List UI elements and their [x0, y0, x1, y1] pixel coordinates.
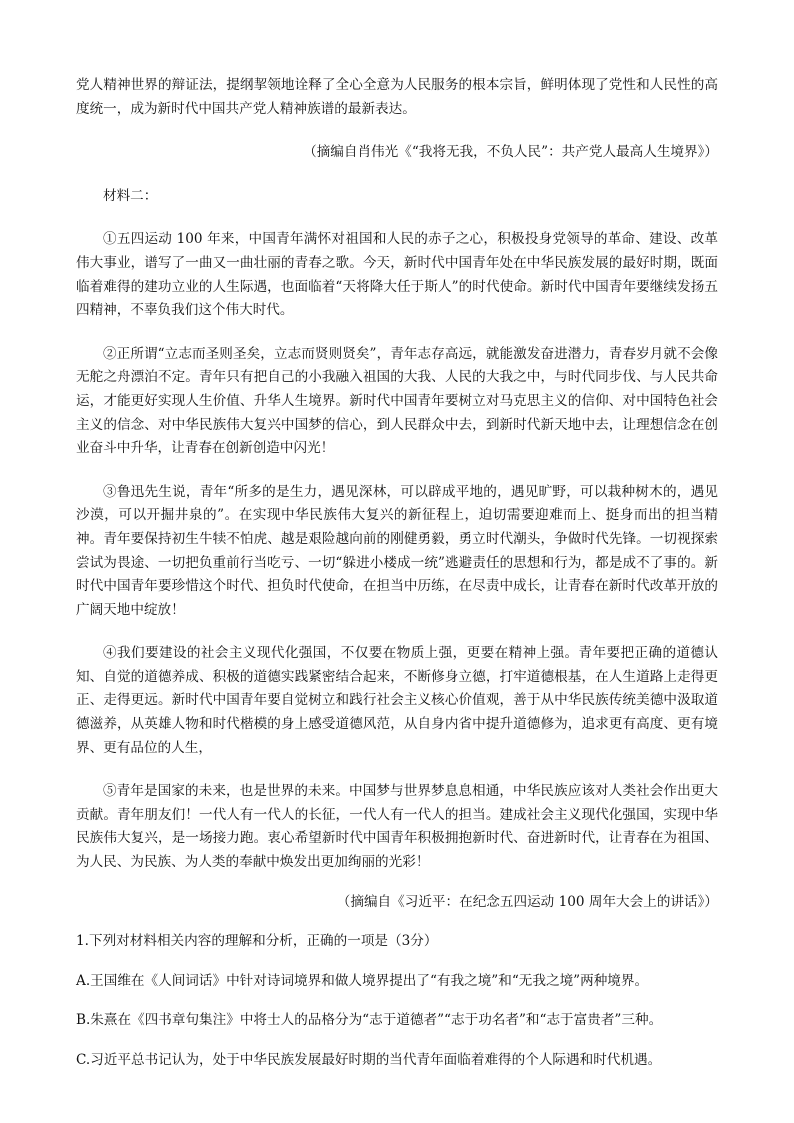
material-paragraph-3: ③鲁迅先生说，青年“所多的是生力，遇见深林，可以辟成平地的，遇见旷野，可以栽种树木的，遇见沙漠，可以开掘井泉的”。在实现中华民族伟大复兴的新征程上，迫切需要迎难而上、挺身而出的担当精神。青年要保持初生牛犊不怕虎、越是艰险越向前的刚健勇毅，勇立时代潮头，争做时代先锋。一切视探索尝试为畏途、一切把负重前行当吃亏、一切“躲进小楼成一统”逃避责任的思想和行为，都是成不了事的。新时代中国青年要珍惜这个时代、担负时代使命，在担当中历练，在尽责中成长，让青春在新时代改革开放的广阔天地中绽放！ [76, 483, 718, 618]
source-citation-2: （摘编自《习近平：在纪念五四运动 100 周年大会上的讲话》） [336, 893, 718, 910]
material-paragraph-1: ①五四运动 100 年来，中国青年满怀对祖国和人民的赤子之心，积极投身党领导的革命、建设、改革伟大事业，谱写了一曲又一曲壮丽的青春之歌。今天，新时代中国青年处在中华民族发展的最好时期，既面临着难得的建功立业的人生际遇，也面临着“天将降大任于斯人”的时代使命。新时代中国青年要继续发扬五四精神，不辜负我们这个伟大时代。 [76, 231, 718, 319]
source-citation-1: （摘编自肖伟光《“我将无我，不负人民”：共产党人最高人生境界》） [303, 144, 718, 161]
option-c: C.习近平总书记认为，处于中华民族发展最好时期的当代青年面临着难得的个人际遇和时代机遇。 [76, 1052, 662, 1068]
continuation-paragraph: 党人精神世界的辩证法，提纲挈领地诠释了全心全意为人民服务的根本宗旨，鲜明体现了党性和人民性的高度统一，成为新时代中国共产党人精神族谱的最新表达。 [76, 77, 718, 117]
material-heading: 材料二： [103, 187, 158, 204]
material-paragraph-4: ④我们要建设的社会主义现代化强国，不仅要在物质上强，更要在精神上强。青年要把正确的道德认知、自觉的道德养成、积极的道德实践紧密结合起来，不断修身立德，打牢道德根基，在人生道路上走得更正、走得更远。新时代中国青年要自觉树立和践行社会主义核心价值观，善于从中华民族传统美德中汲取道德滋养，从英雄人物和时代楷模的身上感受道德风范，从自身内省中提升道德修为，追求更有高度、更有境界、更有品位的人生， [76, 645, 718, 756]
question-stem: 1.下列对材料相关内容的理解和分析，正确的一项是（3分） [76, 933, 438, 950]
option-a: A.王国维在《人间词话》中针对诗词境界和做人境界提出了“有我之境”和“无我之境”两种境界。 [76, 972, 649, 989]
material-paragraph-2: ②正所谓“立志而圣则圣矣，立志而贤则贤矣”，青年志存高远，就能激发奋进潜力，青春岁月就不会像无舵之舟漂泊不定。青年只有把自己的小我融入祖国的大我、人民的大我之中，与时代同步伐、与人民共命运，才能更好实现人生价值、升华人生境界。新时代中国青年要树立对马克思主义的信仰、对中国特色社会主义的信念、对中华民族伟大复兴中国梦的信心，到人民群众中去，到新时代新天地中去，让理想信念在创业奋斗中升华，让青春在创新创造中闪光！ [76, 345, 718, 457]
material-paragraph-5: ⑤青年是国家的未来，也是世界的未来。中国梦与世界梦息息相通，中华民族应该对人类社会作出更大贡献。青年朋友们！一代人有一代人的长征，一代人有一代人的担当。建成社会主义现代化强国，实现中华民族伟大复兴，是一场接力跑。衷心希望新时代中国青年积极拥抱新时代、奋进新时代，让青春在为祖国、为人民、为民族、为人类的奉献中焕发出更加绚丽的光彩！ [76, 783, 718, 871]
option-b: B.朱熹在《四书章句集注》中将士人的品格分为“志于道德者”“志于功名者”和“志于富贵者”三种。 [76, 1012, 663, 1029]
